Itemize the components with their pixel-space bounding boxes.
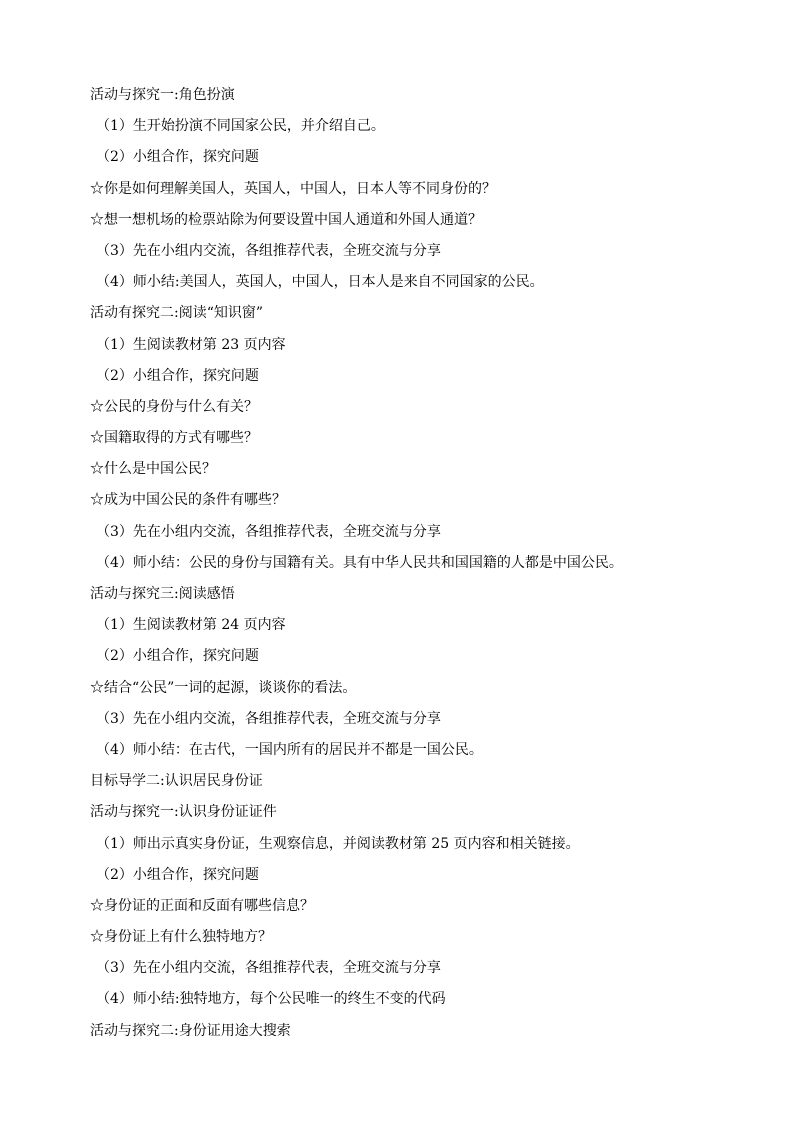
text-line: （4）师小结:独特地方，每个公民唯一的终生不变的代码 xyxy=(96,991,446,1008)
text-line: （1）生阅读教材第 24 页内容 xyxy=(96,617,286,634)
text-line: （2）小组合作，探究问题 xyxy=(96,866,259,883)
text-line: ☆身份证上有什么独特地方？ xyxy=(90,929,272,946)
text-line: ☆成为中国公民的条件有哪些？ xyxy=(90,492,286,509)
text-line: （3）先在小组内交流，各组推荐代表，全班交流与分享 xyxy=(96,242,441,259)
text-line: ☆结合“公民”一词的起源，谈谈你的看法。 xyxy=(90,679,357,696)
text-line: （3）先在小组内交流，各组推荐代表，全班交流与分享 xyxy=(96,523,441,540)
text-line: 活动与探究三:阅读感悟 xyxy=(90,586,235,602)
text-line: （2）小组合作，探究问题 xyxy=(96,149,259,166)
text-line: ☆你是如何理解美国人，英国人，中国人，日本人等不同身份的？ xyxy=(90,180,496,197)
text-line: （1）生阅读教材第 23 页内容 xyxy=(96,336,286,353)
text-line: （1）师出示真实身份证，生观察信息，并阅读教材第 25 页内容和相关链接。 xyxy=(96,835,580,852)
text-line: （3）先在小组内交流，各组推荐代表，全班交流与分享 xyxy=(96,960,441,977)
text-line: （2）小组合作，探究问题 xyxy=(96,648,259,665)
document-body xyxy=(90,80,730,1047)
text-line: （1）生开始扮演不同国家公民，并介绍自己。 xyxy=(96,118,385,135)
text-line: 活动有探究二:阅读“知识窗” xyxy=(90,305,264,322)
text-line: （2）小组合作，探究问题 xyxy=(96,367,259,384)
text-line: 活动与探究一:认识身份证证件 xyxy=(90,804,277,821)
text-line: （4）师小结:美国人，英国人，中国人，日本人是来自不同国家的公民。 xyxy=(96,274,544,291)
text-line: 活动与探究二:身份证用途大搜索 xyxy=(90,1022,291,1039)
text-line: ☆什么是中国公民？ xyxy=(90,461,216,478)
text-line: 目标导学二:认识居民身份证 xyxy=(90,773,263,790)
text-line: （3）先在小组内交流，各组推荐代表，全班交流与分享 xyxy=(96,710,441,727)
text-line: ☆身份证的正面和反面有哪些信息？ xyxy=(90,897,314,914)
text-line: 活动与探究一:角色扮演 xyxy=(90,87,235,103)
text-line: （4）师小结：公民的身份与国籍有关。具有中华人民共和国国籍的人都是中国公民。 xyxy=(96,554,623,571)
text-line: ☆公民的身份与什么有关？ xyxy=(90,398,258,415)
text-line: （4）师小结：在古代，一国内所有的居民并不都是一国公民。 xyxy=(96,741,483,758)
text-line: ☆想一想机场的检票站除为何要设置中国人通道和外国人通道？ xyxy=(90,211,482,228)
text-line: ☆国籍取得的方式有哪些？ xyxy=(90,430,258,447)
